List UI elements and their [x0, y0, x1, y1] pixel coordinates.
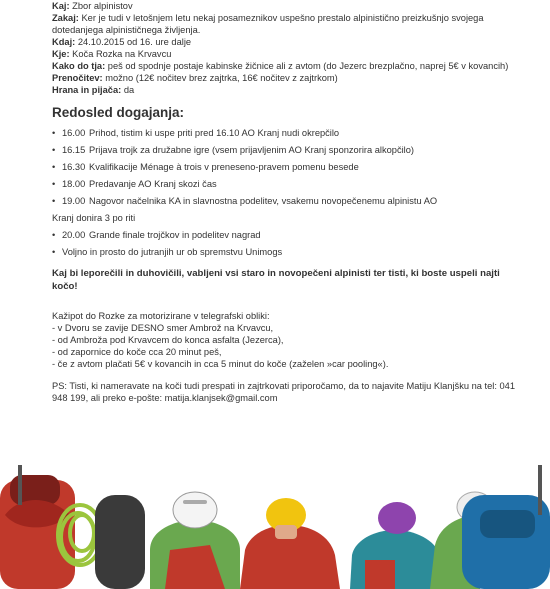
event-info [52, 0, 522, 96]
climber-purple-helmet [350, 502, 445, 589]
bullet-icon: • [52, 162, 56, 172]
info-how: Kako do tja: peš od spodnje postaje kabinske žičnice ali z avtom (do Jezerc brezplačno, naprej 5€ v kovancih) [52, 61, 509, 71]
climber-white-helmet [150, 492, 240, 589]
climber-left [0, 465, 145, 589]
info-where: Kje: Koča Rozka na Krvavcu [52, 49, 172, 59]
schedule-item: • 20.00 Grande finale trojčkov in podelitev nagrad [52, 230, 261, 240]
schedule-item: • 19.00 Nagovor načelnika KA in slavnostna podelitev, vsakemu novopečenemu alpinistu AO [52, 196, 438, 206]
schedule-item: • 16.15 Prijava trojk za družabne igre (vsem prijavljenim AO Kranj sponzorira alkopčilo) [52, 145, 415, 155]
route-step: - če z avtom plačati 5€ v kovancih in cca 5 minut do koče (zaželen »car pooling«). [52, 359, 389, 369]
schedule-item: • 16.30 Kvalifikacije Ménage à trois v preneseno-pravem pomenu besede [52, 162, 359, 172]
ps-note: PS: Tisti, ki nameravate na koči tudi prespati in zajtrkovati priporočamo, da to najavite Matiju Klanjšku na tel: 041 948 199, ali preko e-pošte: matija.klanjsek@gmail.com [52, 381, 516, 403]
info-why: Zakaj: Ker je tudi v letošnjem letu nekaj posameznikov uspešno prestalo alpinistično preizkušnjo svojega dotedanjega alpinističnega življenja. [52, 13, 484, 35]
route-step: - od Ambroža pod Krvavcem do konca asfalta (Jezerca), [52, 335, 284, 345]
schedule-item: • 16.00 Prihod, tistim ki uspe priti pred 16.10 AO Kranj nudi okrepčilo [52, 128, 340, 138]
schedule-item: • Voljno in prosto do jutranjih ur ob spremstvu Unimogs [52, 247, 283, 257]
climber-yellow-helmet [240, 498, 340, 589]
info-food: Hrana in pijača: da [52, 85, 135, 95]
bullet-icon: • [52, 179, 56, 189]
route-directions [52, 310, 522, 370]
schedule-item-continuation: Kranj donira 3 po riti [52, 213, 136, 223]
schedule-item: • 18.00 Predavanje AO Kranj skozi čas [52, 179, 217, 189]
route-intro: Kažipot do Rozke za motorizirane v telegrafski obliki: [52, 311, 270, 321]
route-step: - od zapornice do koče cca 20 minut peš, [52, 347, 222, 357]
schedule-heading: Redosled dogajanja: [52, 105, 185, 120]
bullet-icon: • [52, 247, 56, 257]
climbers-illustration [0, 455, 550, 589]
invitation-content [52, 0, 522, 404]
info-what: Kaj: Zbor alpinistov [52, 1, 133, 11]
bullet-icon: • [52, 230, 56, 240]
bullet-icon: • [52, 145, 56, 155]
climber-right [430, 465, 550, 589]
info-when: Kdaj: 24.10.2015 od 16. ure dalje [52, 37, 192, 47]
bullet-icon: • [52, 196, 56, 206]
invite-paragraph: Kaj bi leporečili in duhovičili, vabljeni vsi staro in novopečeni alpinisti ter tisti, ki boste uspeli najti kočo! [52, 268, 500, 292]
bullet-icon: • [52, 128, 56, 138]
route-step: - v Dvoru se zavije DESNO smer Ambrož na Krvavcu, [52, 323, 274, 333]
schedule-list [52, 127, 522, 258]
info-overnight: Prenočitev: možno (12€ nočitev brez zajtrka, 16€ nočitev z zajtrkom) [52, 73, 338, 83]
